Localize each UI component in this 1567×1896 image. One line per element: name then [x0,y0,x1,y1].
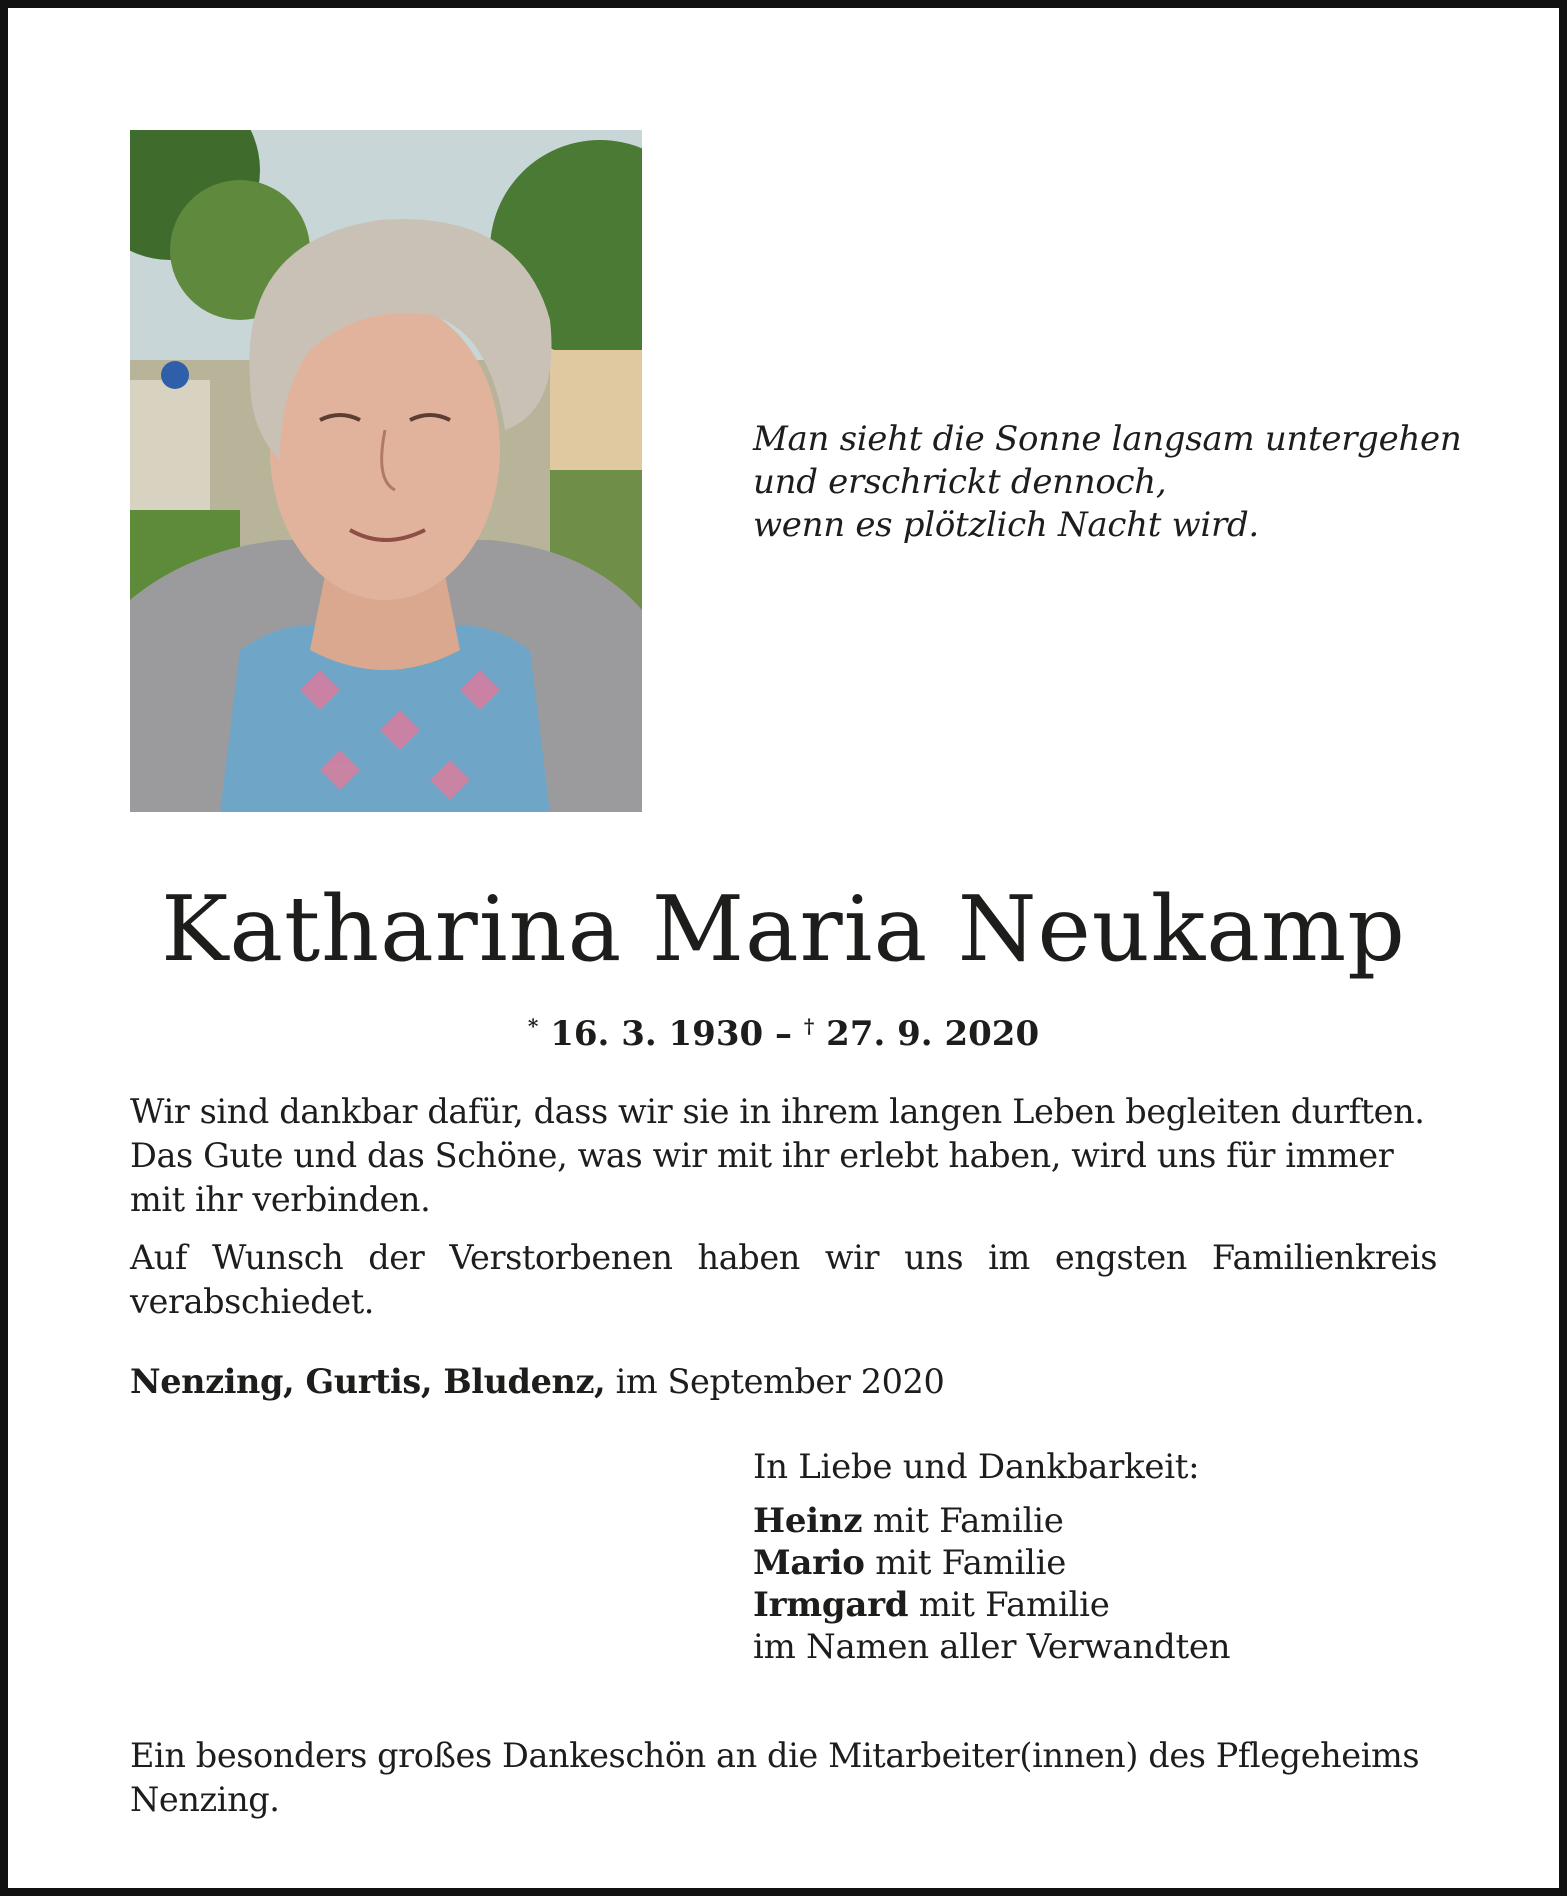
memorial-quote [753,418,1461,547]
thanks-note: Ein besonders großes Dankeschön an die Mitarbeiter(innen) des Pflegeheims Nenzing. [130,1736,1420,1819]
places: Nenzing, Gurtis, Bludenz, [130,1362,606,1401]
mourner-suffix: mit Familie [875,1543,1067,1583]
birth-date: 16. 3. 1930 [550,1014,764,1054]
place-and-date [130,1360,1437,1404]
quote-line: und erschrickt dennoch, [753,462,1167,502]
death-date: 27. 9. 2020 [826,1014,1040,1054]
date-text: im September 2020 [615,1362,945,1401]
mourner-suffix: mit Familie [918,1585,1110,1625]
farewell-paragraph: Auf Wunsch der Verstorbenen haben wir uns im engsten Familienkreis verabschiedet. [130,1238,1437,1321]
mourner-name: Irmgard [753,1585,909,1625]
quote-line: Man sieht die Sonne langsam untergehen [753,419,1462,459]
life-dates [0,1004,1567,1056]
mourner-line [753,1500,1230,1542]
gratitude-paragraph: Wir sind dankbar dafür, dass wir sie in ihrem langen Leben begleiten durften. Das Gute und das Schöne, was wir mit ihr erlebt haben, wird uns für immer mit ihr verbinden. [130,1092,1425,1219]
mourner-suffix: mit Familie [872,1501,1064,1541]
signature-intro: In Liebe und Dankbarkeit: [753,1447,1200,1487]
mourner-name: Heinz [753,1501,863,1541]
deceased-name: Katharina Maria Neukamp [161,877,1406,982]
mourner-line [753,1584,1230,1626]
date-separator: – [775,1014,792,1054]
birth-mark: * [527,1014,539,1038]
mourner-line [753,1542,1230,1584]
death-mark: † [803,1014,815,1038]
signature-closing: im Namen aller Verwandten [753,1627,1231,1667]
mourner-name: Mario [753,1543,865,1583]
portrait-photo [130,130,642,812]
quote-line: wenn es plötzlich Nacht wird. [753,505,1259,545]
signature-block [753,1446,1230,1668]
